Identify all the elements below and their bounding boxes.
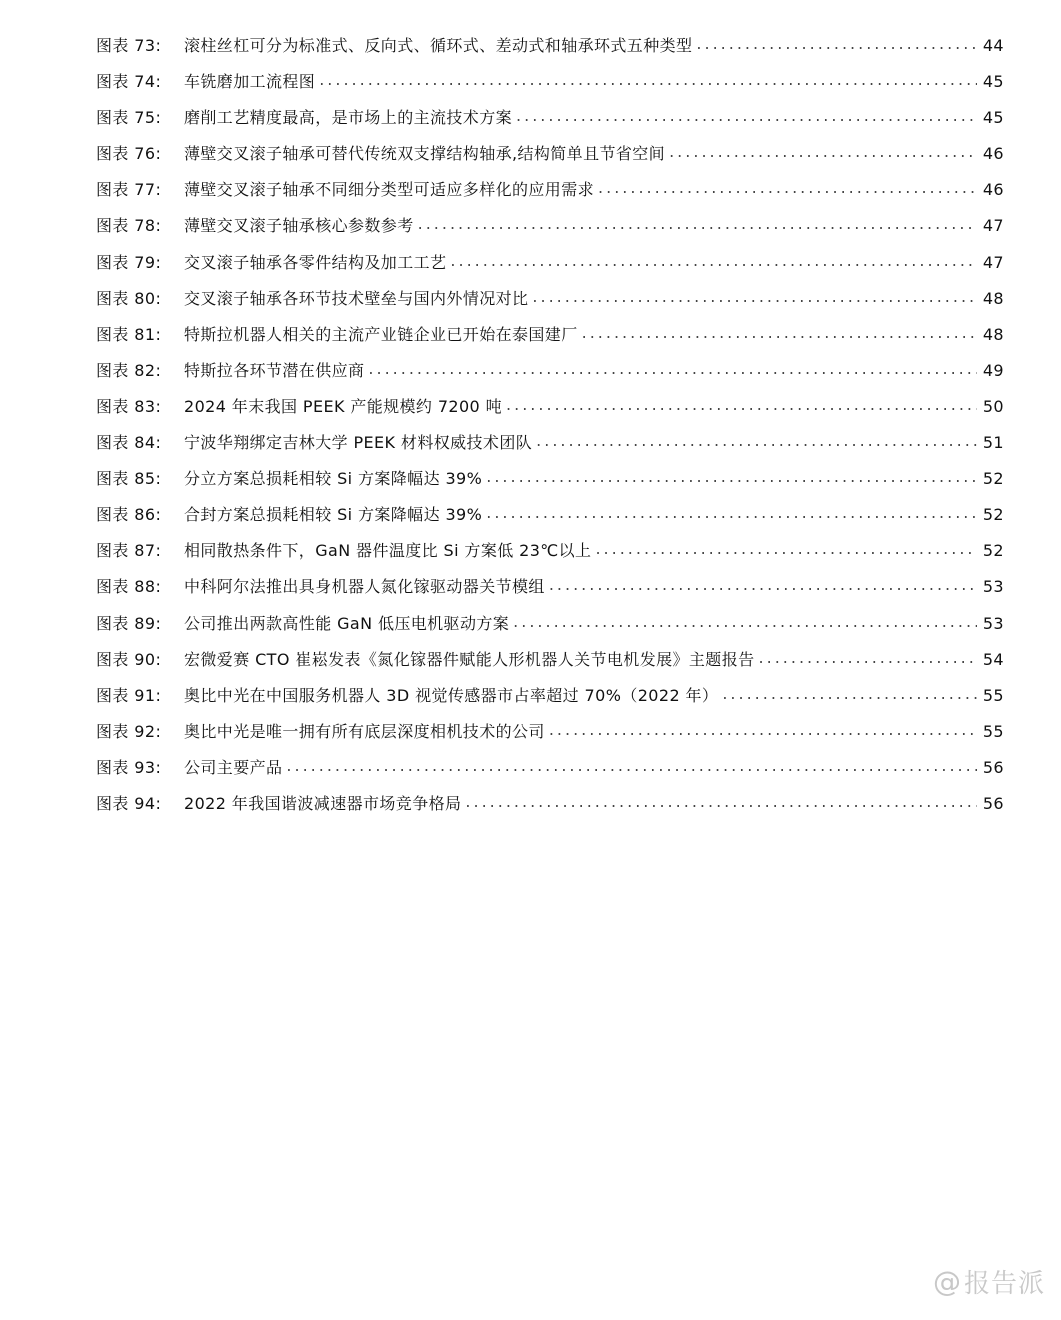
toc-dot-leader — [582, 315, 977, 351]
toc-entry-label: 图表 90: — [96, 649, 162, 669]
toc-entry[interactable] — [96, 642, 1004, 678]
toc-entry-title[interactable]: 奥比中光是唯一拥有所有底层深度相机技术的公司 — [184, 721, 545, 741]
toc-dot-leader — [486, 495, 977, 531]
toc-dot-leader — [450, 243, 976, 279]
toc-entry[interactable] — [96, 28, 1004, 64]
watermark-text: 报告派 — [963, 1269, 1045, 1299]
toc-entry-label: 图表 85: — [96, 469, 162, 489]
toc-entry-title[interactable]: 交叉滚子轴承各零件结构及加工工艺 — [184, 252, 447, 272]
toc-entry[interactable] — [96, 172, 1004, 208]
toc-entry-page[interactable]: 55 — [982, 721, 1004, 741]
toc-entry-title[interactable]: 薄壁交叉滚子轴承核心参数参考 — [184, 216, 414, 236]
toc-entry-page[interactable]: 55 — [982, 685, 1004, 705]
toc-entry-title[interactable]: 合封方案总损耗相较 Si 方案降幅达 39% — [184, 505, 483, 525]
toc-dot-leader — [418, 206, 977, 242]
toc-dot-leader — [532, 279, 976, 315]
toc-entry-page[interactable]: 49 — [982, 360, 1004, 380]
toc-dot-leader — [286, 748, 976, 784]
toc-entry[interactable] — [96, 245, 1004, 281]
toc-entry[interactable] — [96, 714, 1004, 750]
toc-dot-leader — [319, 62, 977, 98]
toc-dot-leader — [722, 676, 977, 712]
toc-entry-title[interactable]: 特斯拉机器人相关的主流产业链企业已开始在泰国建厂 — [184, 324, 578, 344]
toc-entry-page[interactable]: 47 — [982, 216, 1004, 236]
toc-entry-page[interactable]: 48 — [982, 288, 1004, 308]
toc-entry[interactable] — [96, 317, 1004, 353]
toc-entry-page[interactable]: 48 — [982, 324, 1004, 344]
toc-entry[interactable] — [96, 497, 1004, 533]
toc-entry-title[interactable]: 分立方案总损耗相较 Si 方案降幅达 39% — [184, 469, 483, 489]
toc-entry-page[interactable]: 50 — [982, 396, 1004, 416]
toc-entry-title[interactable]: 滚柱丝杠可分为标准式、反向式、循环式、差动式和轴承环式五种类型 — [184, 36, 693, 55]
toc-entry-label: 图表 92: — [96, 721, 162, 741]
toc-entry-page[interactable]: 54 — [982, 649, 1004, 669]
toc-entry-page[interactable]: 47 — [982, 252, 1004, 272]
toc-entry-page[interactable]: 51 — [982, 433, 1004, 453]
toc-dot-leader — [516, 98, 977, 134]
toc-dot-leader — [486, 459, 977, 495]
toc-entry-page[interactable]: 45 — [982, 72, 1004, 92]
toc-dot-leader — [696, 26, 976, 62]
toc-entry-title[interactable]: 车铣磨加工流程图 — [184, 72, 316, 92]
watermark — [933, 1263, 1045, 1300]
toc-entry-label: 图表 82: — [96, 360, 162, 380]
toc-entry[interactable] — [96, 281, 1004, 317]
toc-entry-label: 图表 81: — [96, 324, 162, 344]
toc-entry-title[interactable]: 公司推出两款高性能 GaN 低压电机驱动方案 — [184, 613, 510, 633]
toc-entry-label: 图表 86: — [96, 505, 162, 525]
watermark-at-icon: @ — [932, 1265, 962, 1298]
toc-entry-page[interactable]: 52 — [982, 505, 1004, 525]
toc-dot-leader — [669, 134, 977, 170]
toc-entry-label: 图表 80: — [96, 288, 162, 308]
toc-entry-label: 图表 76: — [96, 144, 162, 164]
toc-entry-page[interactable]: 56 — [982, 793, 1004, 813]
toc-entry-page[interactable]: 44 — [982, 36, 1004, 55]
toc-entry-label: 图表 79: — [96, 252, 162, 272]
toc-entry-title[interactable]: 2024 年末我国 PEEK 产能规模约 7200 吨 — [184, 396, 503, 416]
toc-entry[interactable] — [96, 425, 1004, 461]
toc-entry-title[interactable]: 奥比中光在中国服务机器人 3D 视觉传感器市占率超过 70%（2022 年） — [184, 685, 719, 705]
toc-entry[interactable] — [96, 136, 1004, 172]
toc-entry[interactable] — [96, 208, 1004, 244]
toc-entry-label: 图表 89: — [96, 613, 162, 633]
toc-dot-leader — [368, 351, 976, 387]
toc-entry-label: 图表 88: — [96, 577, 162, 597]
figure-index-list — [96, 28, 1004, 822]
toc-entry-title[interactable]: 2022 年我国谐波减速器市场竞争格局 — [184, 793, 462, 813]
toc-entry-title[interactable]: 公司主要产品 — [184, 757, 283, 777]
toc-entry[interactable] — [96, 786, 1004, 822]
toc-dot-leader — [513, 604, 977, 640]
toc-entry[interactable] — [96, 678, 1004, 714]
toc-entry[interactable] — [96, 64, 1004, 100]
toc-entry-label: 图表 75: — [96, 108, 162, 128]
toc-entry[interactable] — [96, 569, 1004, 605]
toc-entry-label: 图表 78: — [96, 216, 162, 236]
toc-entry-label: 图表 94: — [96, 793, 162, 813]
toc-entry-label: 图表 77: — [96, 180, 162, 200]
toc-entry-label: 图表 93: — [96, 757, 162, 777]
toc-entry[interactable] — [96, 100, 1004, 136]
toc-entry-page[interactable]: 46 — [982, 144, 1004, 164]
toc-entry-label: 图表 91: — [96, 685, 162, 705]
toc-entry[interactable] — [96, 606, 1004, 642]
toc-entry[interactable] — [96, 461, 1004, 497]
toc-entry-title[interactable]: 交叉滚子轴承各环节技术壁垒与国内外情况对比 — [184, 288, 529, 308]
toc-entry-title[interactable]: 薄壁交叉滚子轴承可替代传统双支撑结构轴承,结构简单且节省空间 — [184, 144, 666, 164]
toc-entry-label: 图表 84: — [96, 433, 162, 453]
toc-entry-label: 图表 73: — [96, 36, 162, 55]
toc-dot-leader — [536, 423, 977, 459]
toc-dot-leader — [549, 712, 977, 748]
toc-dot-leader — [549, 567, 977, 603]
toc-entry-label: 图表 74: — [96, 72, 162, 92]
toc-entry-label: 图表 83: — [96, 396, 162, 416]
toc-entry[interactable] — [96, 533, 1004, 569]
toc-dot-leader — [598, 170, 977, 206]
toc-dot-leader — [595, 531, 976, 567]
toc-entry[interactable] — [96, 353, 1004, 389]
toc-entry-page[interactable]: 45 — [982, 108, 1004, 128]
toc-entry-title[interactable]: 宏微爱赛 CTO 崔崧发表《氮化镓器件赋能人形机器人关节电机发展》主题报告 — [184, 649, 755, 669]
toc-entry-title[interactable]: 相同散热条件下，GaN 器件温度比 Si 方案低 23℃以上 — [184, 541, 592, 561]
toc-entry-title[interactable]: 磨削工艺精度最高，是市场上的主流技术方案 — [184, 108, 513, 128]
toc-entry-title[interactable]: 特斯拉各环节潜在供应商 — [184, 360, 365, 380]
toc-entry-label: 图表 87: — [96, 541, 162, 561]
toc-entry[interactable] — [96, 750, 1004, 786]
toc-entry-title[interactable]: 中科阿尔法推出具身机器人氮化镓驱动器关节模组 — [184, 577, 545, 597]
toc-entry[interactable] — [96, 389, 1004, 425]
toc-entry-title[interactable]: 宁波华翔绑定吉林大学 PEEK 材料权威技术团队 — [184, 433, 533, 453]
toc-entry-page[interactable]: 53 — [982, 613, 1004, 633]
toc-dot-leader — [759, 640, 977, 676]
toc-dot-leader — [465, 784, 976, 820]
toc-dot-leader — [506, 387, 977, 423]
toc-entry-page[interactable]: 53 — [982, 577, 1004, 597]
toc-entry-page[interactable]: 46 — [982, 180, 1004, 200]
toc-entry-page[interactable]: 52 — [982, 541, 1004, 561]
toc-entry-page[interactable]: 52 — [982, 469, 1004, 489]
toc-entry-title[interactable]: 薄壁交叉滚子轴承不同细分类型可适应多样化的应用需求 — [184, 180, 595, 200]
toc-entry-page[interactable]: 56 — [982, 757, 1004, 777]
